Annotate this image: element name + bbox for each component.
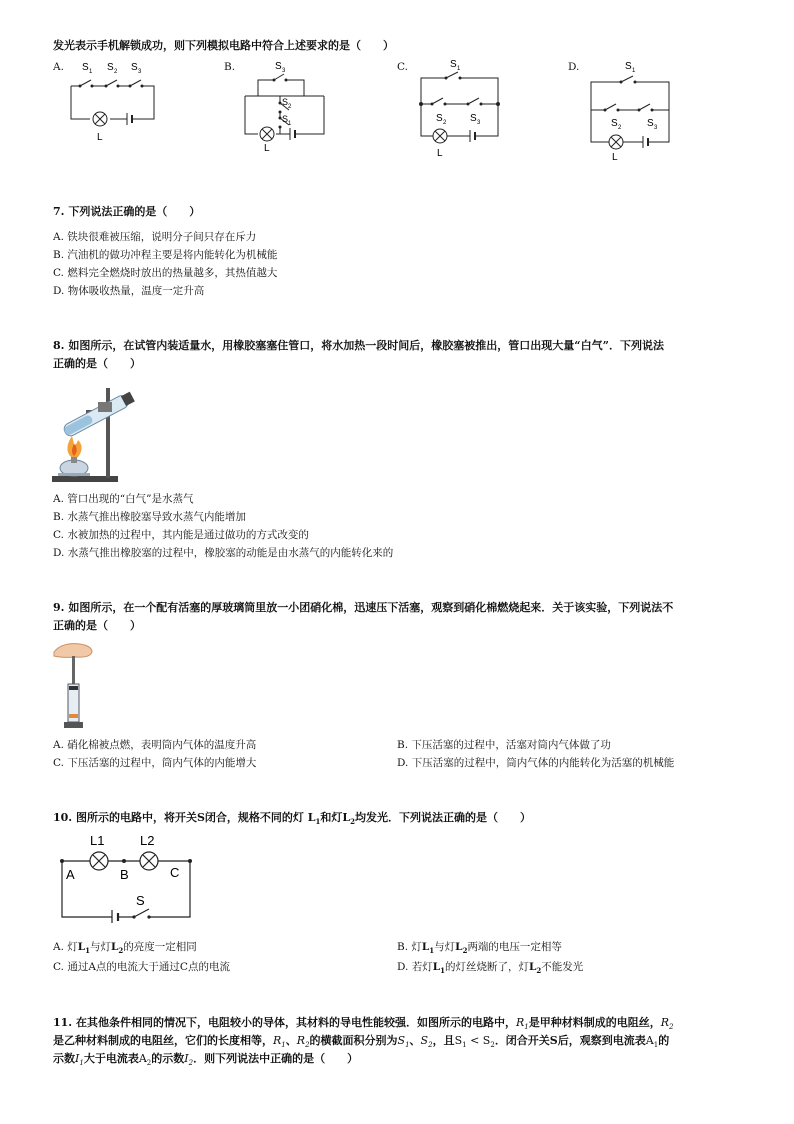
q9-piston-cylinder-figure bbox=[50, 640, 110, 732]
q10-option-a[interactable]: A. 灯$L_1$与灯$L_2$的亮度一定相同 bbox=[53, 941, 197, 956]
svg-text:2: 2 bbox=[114, 69, 118, 75]
q6-stem: 发光表示手机解锁成功，则下列模拟电路中符合上述要求的是（ ） bbox=[53, 39, 394, 52]
q6-circuit-c bbox=[412, 54, 512, 158]
svg-text:1: 1 bbox=[457, 66, 461, 72]
q9-option-a[interactable]: A. 硝化棉被点燃，表明筒内气体的温度升高 bbox=[53, 739, 257, 751]
q6-circuit-a bbox=[62, 56, 162, 146]
q8-stem-line2: 正确的是（ ） bbox=[53, 357, 141, 370]
svg-text:S: S bbox=[282, 114, 289, 124]
q8-option-c[interactable]: C. 水被加热的过程中，其内能是通过做功的方式改变的 bbox=[53, 529, 309, 541]
q6-option-d-letter[interactable]: D. bbox=[568, 61, 580, 73]
svg-text:S: S bbox=[450, 59, 457, 70]
q7-option-d[interactable]: D. 物体吸收热量，温度一定升高 bbox=[53, 285, 205, 297]
q7-option-b[interactable]: B. 汽油机的做功冲程主要是将内能转化为机械能 bbox=[53, 249, 278, 261]
hand-icon bbox=[54, 644, 92, 658]
svg-text:S: S bbox=[82, 62, 89, 73]
q10-option-b[interactable]: B. 灯$L_1$与灯$L_2$两端的电压一定相等 bbox=[397, 941, 562, 956]
svg-text:L: L bbox=[437, 148, 443, 158]
svg-text:3: 3 bbox=[654, 125, 658, 131]
q7-option-c[interactable]: C. 燃料完全燃烧时放出的热量越多，其热值越大 bbox=[53, 267, 278, 279]
q9-stem-line1: 9. 如图所示，在一个配有活塞的厚玻璃筒里放一小团硝化棉，迅速压下活塞，观察到硝化棉燃烧起来．关于该实验，下列说法不 bbox=[53, 601, 674, 614]
q9-option-d[interactable]: D. 下压活塞的过程中，筒内气体的内能转化为活塞的机械能 bbox=[397, 757, 675, 769]
svg-text:A: A bbox=[66, 867, 75, 882]
q6-option-c-letter[interactable]: C. bbox=[397, 61, 408, 73]
svg-text:S: S bbox=[611, 118, 618, 129]
svg-text:2: 2 bbox=[288, 104, 292, 110]
q7-stem: 7. 下列说法正确的是（ ） bbox=[53, 205, 201, 218]
q8-test-tube-heating-figure bbox=[50, 384, 142, 486]
svg-text:S: S bbox=[131, 62, 138, 73]
svg-text:S: S bbox=[625, 61, 632, 72]
q9-option-b[interactable]: B. 下压活塞的过程中，活塞对筒内气体做了功 bbox=[397, 739, 611, 751]
svg-text:L: L bbox=[612, 152, 618, 162]
svg-text:L: L bbox=[264, 143, 270, 152]
svg-text:C: C bbox=[170, 865, 180, 880]
svg-text:S: S bbox=[275, 61, 282, 72]
svg-text:S: S bbox=[647, 118, 654, 129]
q10-series-circuit-figure bbox=[54, 827, 196, 923]
svg-text:3: 3 bbox=[282, 68, 286, 74]
q9-stem-line2: 正确的是（ ） bbox=[53, 619, 141, 632]
q8-stem-line1: 8. 如图所示，在试管内装适量水，用橡胶塞塞住管口，将水加热一段时间后，橡胶塞被推出，管口出现大量“白气”．下列说法 bbox=[53, 339, 664, 352]
svg-text:L2: L2 bbox=[140, 833, 155, 848]
q8-option-b[interactable]: B. 水蒸气推出橡胶塞导致水蒸气内能增加 bbox=[53, 511, 246, 523]
q6-option-b-letter[interactable]: B. bbox=[224, 61, 236, 73]
q11-stem-line1: 11. 在其他条件相同的情况下，电阻较小的导体，其材料的导电性能较强．如图所示的电路中，$R_1$是甲种材料制成的电阻丝，$R_2$ bbox=[53, 1016, 674, 1032]
svg-text:S: S bbox=[107, 62, 114, 73]
q10-stem: 10. 图所示的电路中，将开关S闭合，规格不同的灯 $L_1$和灯$L_2$均发光．下列说法正确的是（ ） bbox=[53, 811, 531, 827]
svg-text:S: S bbox=[136, 893, 145, 908]
q6-option-a-letter[interactable]: A. bbox=[53, 61, 64, 73]
svg-text:L: L bbox=[97, 132, 103, 143]
svg-text:L1: L1 bbox=[90, 833, 105, 848]
q8-option-d[interactable]: D. 水蒸气推出橡胶塞的过程中，橡胶塞的动能是由水蒸气的内能转化来的 bbox=[53, 547, 394, 559]
q10-option-d[interactable]: D. 若灯$L_1$的灯丝烧断了，灯$L_2$不能发光 bbox=[397, 961, 584, 976]
svg-text:3: 3 bbox=[477, 120, 481, 126]
svg-text:2: 2 bbox=[443, 120, 447, 126]
svg-text:S: S bbox=[282, 97, 289, 107]
svg-text:B: B bbox=[120, 867, 129, 882]
svg-text:1: 1 bbox=[288, 121, 292, 127]
q9-option-c[interactable]: C. 下压活塞的过程中，筒内气体的内能增大 bbox=[53, 757, 257, 769]
svg-text:S: S bbox=[470, 113, 477, 124]
q11-stem-line2: 是乙种材料制成的电阻丝，它们的长度相等，$R_1$、$R_2$的横截面积分别为$S_1$、$S_2$，且$S_1 < S_2$．闭合开关S后，观察到电流表$A_1$的 bbox=[53, 1034, 670, 1050]
q11-stem-line3: 示数$I_1$大于电流表$A_2$的示数$I_2$．则下列说法中正确的是（ ） bbox=[53, 1052, 359, 1068]
q8-option-a[interactable]: A. 管口出现的“白气”是水蒸气 bbox=[53, 493, 194, 505]
svg-text:3: 3 bbox=[138, 69, 142, 75]
q10-option-c[interactable]: C. 通过A点的电流大于通过C点的电流 bbox=[53, 961, 230, 973]
svg-text:1: 1 bbox=[89, 69, 93, 75]
svg-text:1: 1 bbox=[632, 68, 636, 74]
q6-circuit-b bbox=[238, 56, 338, 152]
q7-option-a[interactable]: A. 铁块很难被压缩，说明分子间只存在斥力 bbox=[53, 231, 257, 243]
piston-rod-icon bbox=[72, 656, 75, 686]
svg-text:S: S bbox=[436, 113, 443, 124]
q6-circuit-d bbox=[583, 54, 683, 162]
svg-text:2: 2 bbox=[618, 125, 622, 131]
